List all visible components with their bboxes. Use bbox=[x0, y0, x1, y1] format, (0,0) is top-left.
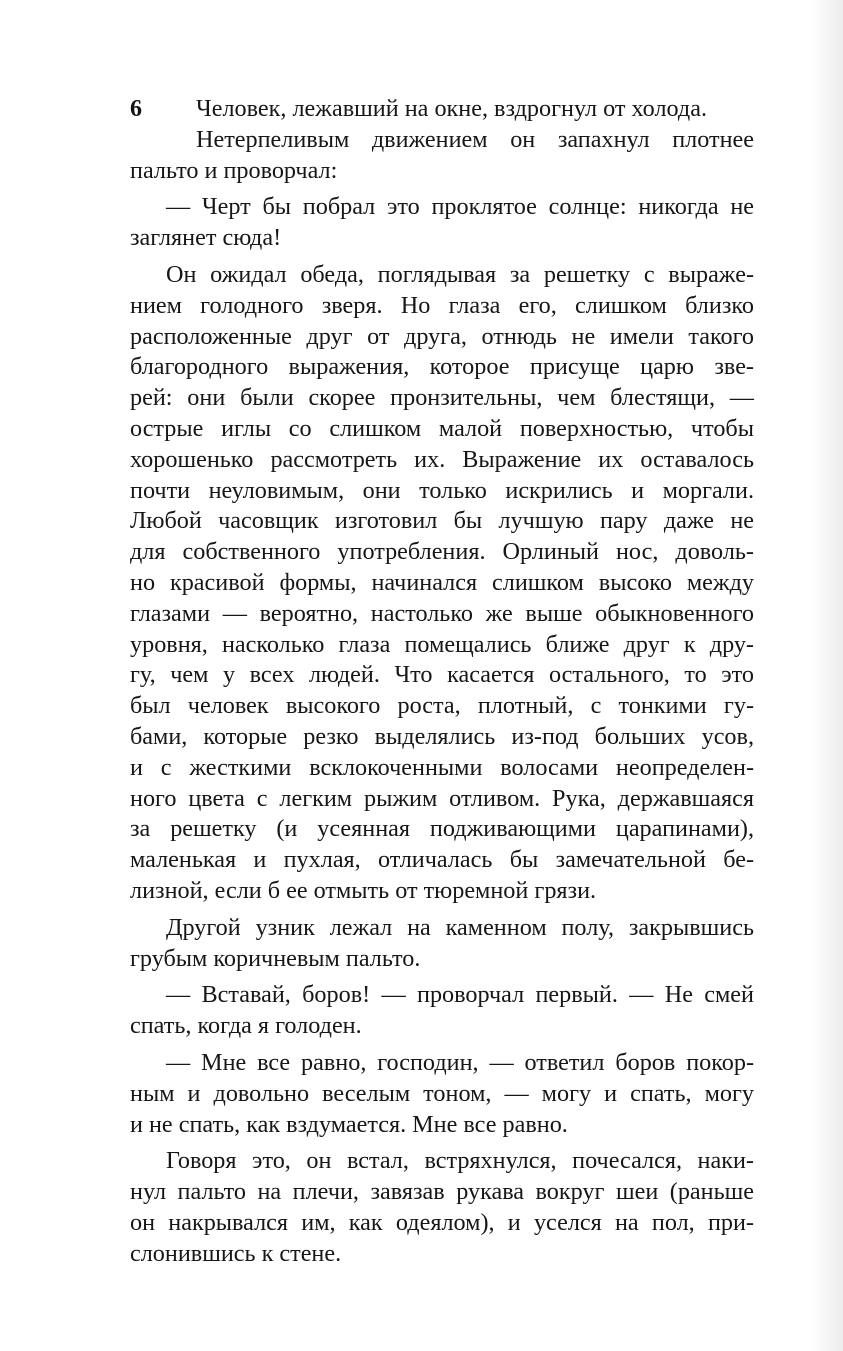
text-line: но красивой формы, начинался слишком высоко между bbox=[130, 568, 754, 596]
text-line: Говоря это, он встал, встряхнулся, почесался, наки- bbox=[166, 1147, 754, 1175]
body-text bbox=[130, 94, 754, 1269]
text-line: маленькая и пухлая, отличалась бы замечательной бе- bbox=[130, 846, 754, 874]
paragraph bbox=[130, 980, 754, 1042]
text-line: ным и довольно веселым тоном, — могу и спать, могу bbox=[130, 1079, 754, 1107]
text-line: — Черт бы побрал это проклятое солнце: никогда не bbox=[166, 193, 754, 221]
text-line: слонившись к стене. bbox=[130, 1239, 342, 1267]
text-line: Он ожидал обеда, поглядывая за решетку с выраже- bbox=[166, 260, 754, 288]
text-line: нием голодного зверя. Но глаза его, слишком близко bbox=[130, 291, 754, 319]
text-line: глазами — вероятно, настолько же выше обыкновенного bbox=[130, 599, 754, 627]
paragraph bbox=[130, 1146, 754, 1269]
text-line: он накрывался им, как одеялом), и уселся на пол, при- bbox=[130, 1208, 754, 1236]
text-line: гу, чем у всех людей. Что касается остального, то это bbox=[130, 661, 754, 689]
text-line: и не спать, как вздумается. Мне все равно. bbox=[130, 1110, 568, 1138]
paragraph bbox=[130, 94, 754, 125]
text-line: рей: они были скорее пронзительны, чем блестящи, — bbox=[130, 384, 754, 412]
text-line: расположенные друг от друга, отнюдь не имели такого bbox=[130, 322, 754, 350]
text-line: Нетерпеливым движением он запахнул плотнее bbox=[196, 125, 754, 153]
paragraph bbox=[130, 260, 754, 907]
paragraph bbox=[130, 1048, 754, 1140]
text-line: — Мне все равно, господин, — ответил боров покор- bbox=[166, 1048, 754, 1076]
text-line: острые иглы со слишком малой поверхностью, чтобы bbox=[130, 414, 754, 442]
text-line: — Вставай, боров! — проворчал первый. — Не смей bbox=[166, 981, 754, 1009]
text-line: был человек высокого роста, плотный, с тонкими гу- bbox=[130, 692, 754, 720]
text-line: бами, которые резко выделялись из-под больших усов, bbox=[130, 722, 754, 750]
text-line: Человек, лежавший на окне, вздрогнул от холода. bbox=[196, 95, 707, 122]
text-line: почти неуловимым, они только искрились и моргали. bbox=[130, 476, 754, 504]
text-line: нул пальто на плечи, завязав рукава вокруг шеи (раньше bbox=[130, 1178, 754, 1206]
text-line: грубым коричневым пальто. bbox=[130, 944, 421, 972]
text-line: Любой часовщик изготовил бы лучшую пару даже не bbox=[130, 507, 754, 535]
text-line: благородного выражения, которое присуще царю зве- bbox=[130, 353, 754, 381]
paragraph bbox=[130, 192, 754, 254]
text-line: хорошенько рассмотреть их. Выражение их оставалось bbox=[130, 445, 754, 473]
text-line: пальто и проворчал: bbox=[130, 156, 338, 184]
paragraph bbox=[130, 125, 754, 187]
text-line: Другой узник лежал на каменном полу, закрывшись bbox=[166, 913, 754, 941]
text-line: для собственного употребления. Орлиный нос, доволь- bbox=[130, 538, 754, 566]
text-line: уровня, насколько глаза помещались ближе друг к дру- bbox=[130, 630, 754, 658]
text-line: ного цвета с легким рыжим отливом. Рука, державшаяся bbox=[130, 784, 754, 812]
text-line: заглянет сюда! bbox=[130, 224, 282, 252]
text-line: за решетку (и усеянная подживающими царапинами), bbox=[130, 815, 754, 843]
page-number: 6 bbox=[130, 96, 142, 122]
text-line: лизной, если б ее отмыть от тюремной грязи. bbox=[130, 876, 597, 904]
text-line: и с жесткими всклокоченными волосами неопределен- bbox=[130, 753, 754, 781]
text-line: спать, когда я голоден. bbox=[130, 1012, 362, 1040]
paragraph bbox=[130, 913, 754, 975]
